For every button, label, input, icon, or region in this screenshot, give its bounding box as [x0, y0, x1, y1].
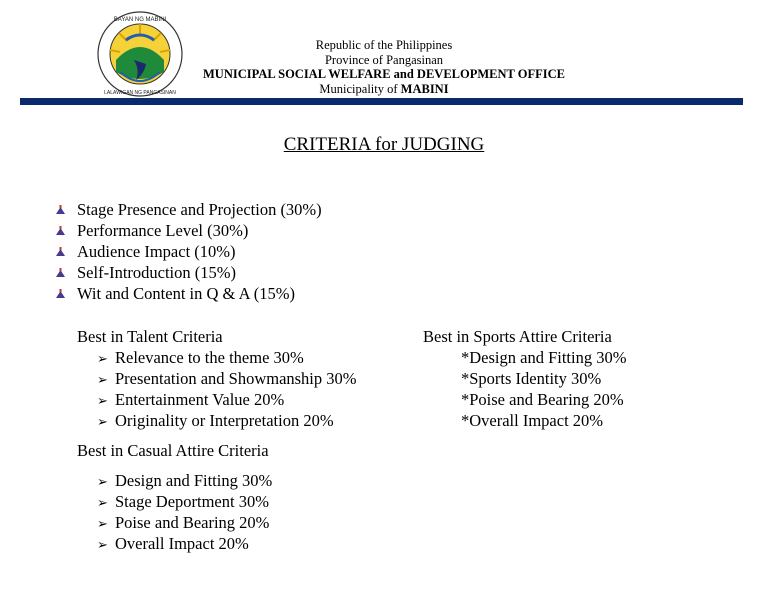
- list-item: *Overall Impact 20%: [461, 411, 604, 430]
- arrow-bullet-icon: ➢: [97, 495, 108, 510]
- letterhead: [150, 38, 618, 96]
- list-item: Wit and Content in Q & A (15%): [56, 283, 322, 304]
- section-title: Best in Casual Attire Criteria: [77, 441, 269, 460]
- bullet-icon: [56, 205, 77, 214]
- list-item: Self-Introduction (15%): [56, 262, 322, 283]
- list-item: Stage Presence and Projection (30%): [56, 199, 322, 220]
- list-item: *Sports Identity 30%: [461, 369, 602, 388]
- section-title: Best in Talent Criteria: [77, 327, 223, 346]
- list-item: ➢ Relevance to the theme 30%: [97, 348, 304, 367]
- list-item: Audience Impact (10%): [56, 241, 322, 262]
- bullet-icon: [56, 289, 77, 298]
- list-item: *Design and Fitting 30%: [461, 348, 627, 367]
- casual-attire-criteria: [77, 440, 272, 554]
- bullet-icon: [56, 226, 77, 235]
- list-item: ➢ Presentation and Showmanship 30%: [97, 369, 357, 388]
- bullet-icon: [56, 247, 77, 256]
- main-criteria-list: [56, 199, 322, 304]
- arrow-bullet-icon: ➢: [97, 393, 108, 408]
- list-item: ➢ Originality or Interpretation 20%: [97, 411, 334, 430]
- header-divider: [20, 98, 743, 105]
- svg-text:LALAWIGAN NG PANGASINAN: LALAWIGAN NG PANGASINAN: [104, 90, 176, 96]
- list-item: ➢ Overall Impact 20%: [97, 534, 249, 553]
- bullet-icon: [56, 268, 77, 277]
- section-title: Best in Sports Attire Criteria: [423, 327, 612, 346]
- list-item: ➢ Stage Deportment 30%: [97, 492, 269, 511]
- arrow-bullet-icon: ➢: [97, 351, 108, 366]
- list-item: ➢ Design and Fitting 30%: [97, 471, 273, 490]
- list-item: ➢ Poise and Bearing 20%: [97, 513, 270, 532]
- talent-criteria: [77, 326, 357, 431]
- arrow-bullet-icon: ➢: [97, 537, 108, 552]
- list-item: ➢ Entertainment Value 20%: [97, 390, 285, 409]
- header-municipality: Municipality of MABINI: [319, 81, 449, 96]
- header-office: MUNICIPAL SOCIAL WELFARE and DEVELOPMENT OFFICE: [203, 67, 565, 81]
- header-province: Province of Pangasinan: [324, 52, 444, 67]
- header-country: Republic of the Philippines: [315, 38, 453, 52]
- arrow-bullet-icon: ➢: [97, 372, 108, 387]
- list-item: Performance Level (30%): [56, 220, 322, 241]
- arrow-bullet-icon: ➢: [97, 516, 108, 531]
- sports-attire-criteria: [423, 326, 626, 431]
- page-title: CRITERIA for JUDGING: [283, 134, 485, 155]
- list-item: *Poise and Bearing 20%: [461, 390, 624, 409]
- arrow-bullet-icon: ➢: [97, 474, 108, 489]
- arrow-bullet-icon: ➢: [97, 414, 108, 429]
- svg-text:BAYAN NG MABINI: BAYAN NG MABINI: [113, 17, 167, 23]
